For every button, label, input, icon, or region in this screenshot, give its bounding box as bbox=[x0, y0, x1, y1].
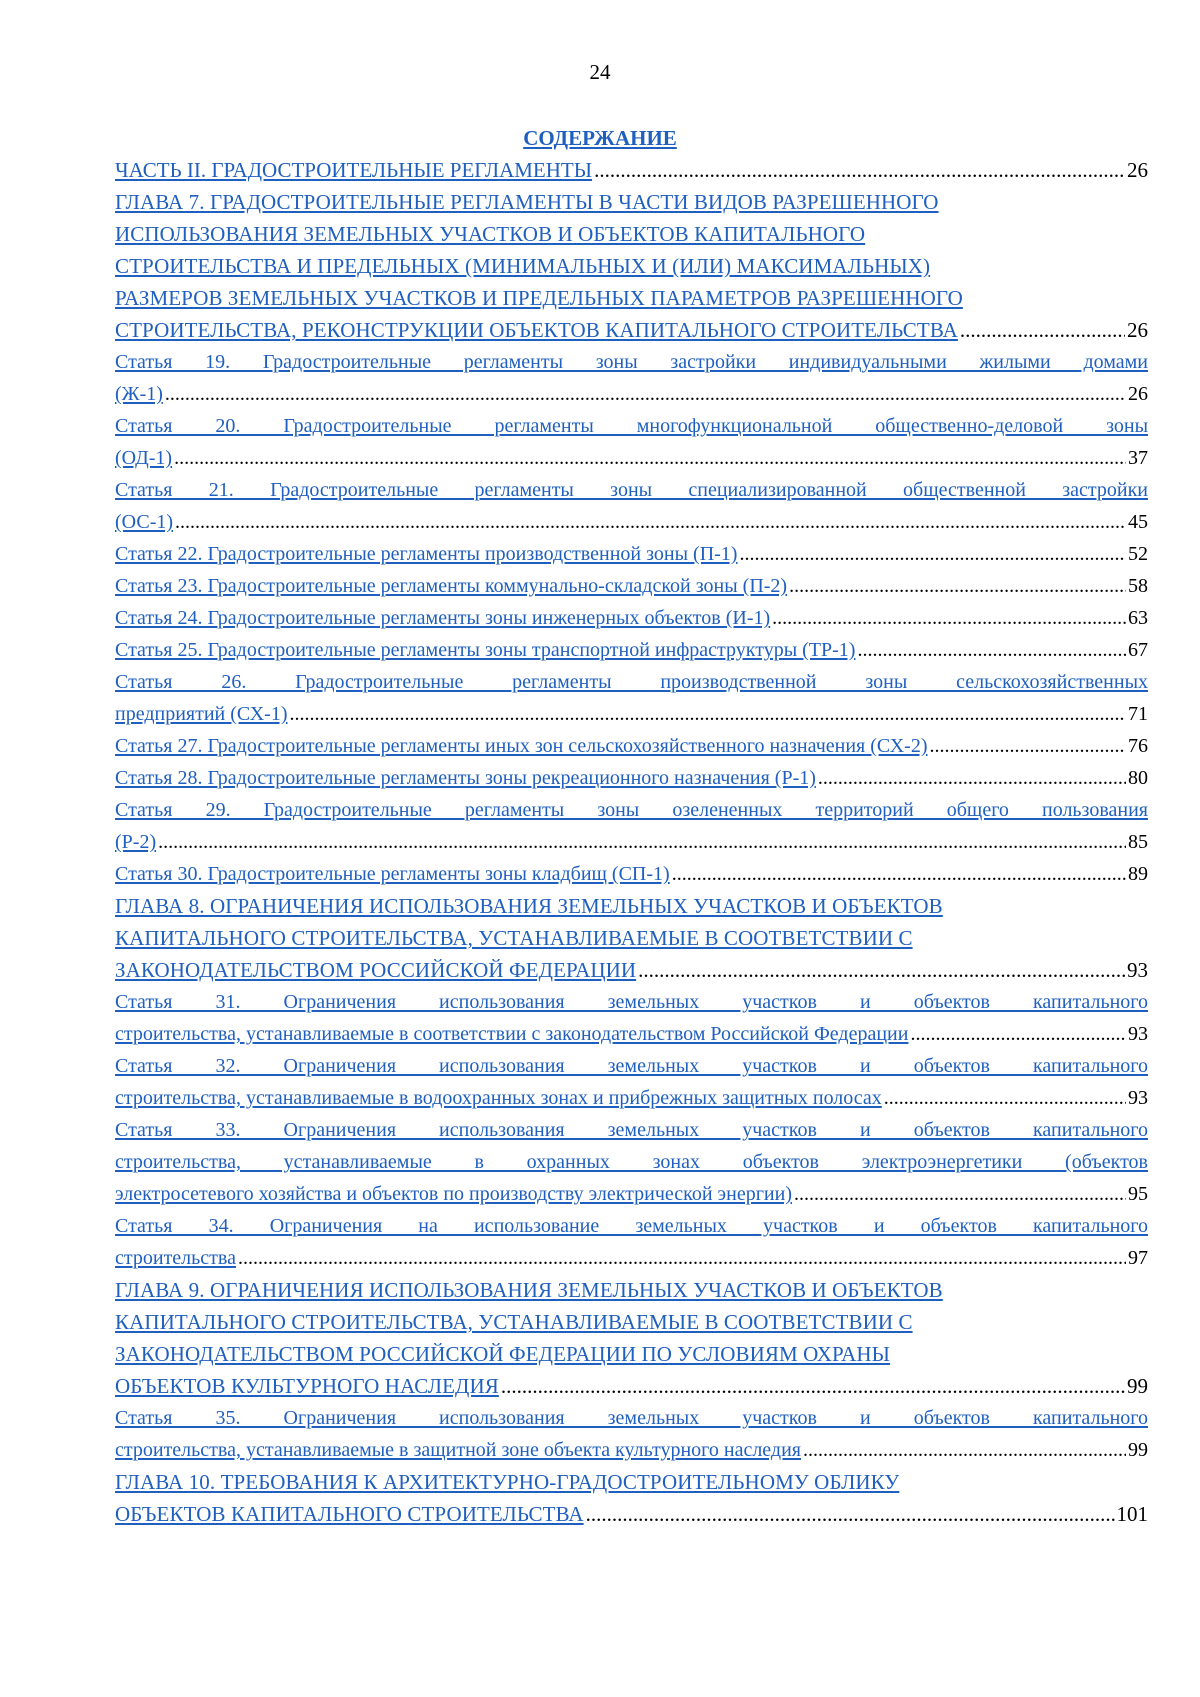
toc-title-link[interactable]: СОДЕРЖАНИЕ bbox=[523, 126, 677, 150]
toc-entry-last-line[interactable] bbox=[115, 954, 1148, 986]
toc-entry-line[interactable] bbox=[115, 1306, 1148, 1338]
page-number: 24 bbox=[589, 60, 611, 84]
toc-entry-line[interactable] bbox=[115, 1402, 1148, 1434]
toc-entry-last-line[interactable] bbox=[115, 314, 1148, 346]
dot-leader bbox=[794, 1178, 1126, 1210]
toc-page-number: 37 bbox=[1128, 447, 1148, 469]
toc-entry-last-line[interactable] bbox=[115, 1242, 1148, 1274]
dot-leader bbox=[789, 570, 1126, 602]
toc-entry-link[interactable]: Статья 34. Ограничения на использование земельных участков и объектов капитального bbox=[115, 1215, 1148, 1237]
toc-page-number: 99 bbox=[1127, 1374, 1148, 1398]
toc-entry-line[interactable] bbox=[115, 922, 1148, 954]
toc-entry-link[interactable]: ОБЪЕКТОВ КАПИТАЛЬНОГО СТРОИТЕЛЬСТВА bbox=[115, 1502, 584, 1526]
toc-entry-link[interactable]: ГЛАВА 8. ОГРАНИЧЕНИЯ ИСПОЛЬЗОВАНИЯ ЗЕМЕЛЬНЫХ УЧАСТКОВ И ОБЪЕКТОВ bbox=[115, 894, 943, 918]
toc-entry[interactable] bbox=[115, 1114, 1148, 1210]
dot-leader bbox=[501, 1370, 1125, 1402]
toc-entry-line[interactable] bbox=[115, 1466, 1148, 1498]
toc-entry-line[interactable] bbox=[115, 410, 1148, 442]
toc-entry[interactable] bbox=[115, 410, 1148, 474]
toc-page-number: 45 bbox=[1128, 511, 1148, 533]
toc-entry-last-line[interactable] bbox=[115, 506, 1148, 538]
toc-entry-link[interactable]: ЗАКОНОДАТЕЛЬСТВОМ РОССИЙСКОЙ ФЕДЕРАЦИИ bbox=[115, 958, 637, 982]
toc-page-number: 85 bbox=[1128, 831, 1148, 853]
toc-entry-last-line[interactable] bbox=[115, 378, 1148, 410]
toc-entry-link[interactable]: ГЛАВА 7. ГРАДОСТРОИТЕЛЬНЫЕ РЕГЛАМЕНТЫ В ЧАСТИ ВИДОВ РАЗРЕШЕННОГО bbox=[115, 190, 939, 214]
toc-entry-link[interactable]: Статья 32. Ограничения использования земельных участков и объектов капитального bbox=[115, 1055, 1148, 1077]
toc-entry-link[interactable]: РАЗМЕРОВ ЗЕМЕЛЬНЫХ УЧАСТКОВ И ПРЕДЕЛЬНЫХ ПАРАМЕТРОВ РАЗРЕШЕННОГО bbox=[115, 286, 963, 310]
toc-entry-link[interactable]: Статья 29. Градостроительные регламенты зоны озелененных территорий общего пользования bbox=[115, 799, 1148, 821]
toc-entry-link[interactable]: строительства, устанавливаемые в соответствии с законодательством Российской Федерации bbox=[115, 1023, 909, 1045]
toc-entry-line[interactable] bbox=[115, 474, 1148, 506]
toc-page-number: 26 bbox=[1128, 383, 1148, 405]
toc-entry[interactable] bbox=[115, 1466, 1148, 1530]
toc-entry[interactable] bbox=[115, 346, 1148, 410]
toc-entry-link[interactable]: Статья 23. Градостроительные регламенты коммунально-складской зоны (П-2) bbox=[115, 575, 788, 597]
toc-entry-link[interactable]: Статья 25. Градостроительные регламенты зоны транспортной инфраструктуры (ТР-1) bbox=[115, 639, 856, 661]
toc-page-number: 101 bbox=[1116, 1502, 1148, 1526]
toc-entry-line[interactable] bbox=[115, 890, 1148, 922]
toc-entry[interactable] bbox=[115, 890, 1148, 986]
toc-entry-last-line[interactable] bbox=[115, 1498, 1148, 1530]
dot-leader bbox=[638, 954, 1125, 986]
toc-entry-link[interactable]: КАПИТАЛЬНОГО СТРОИТЕЛЬСТВА, УСТАНАВЛИВАЕМЫЕ В СООТВЕТСТВИИ С bbox=[115, 1310, 913, 1334]
toc-page-number: 89 bbox=[1128, 863, 1148, 885]
toc-entry-last-line[interactable] bbox=[115, 634, 1148, 666]
toc-entry-line[interactable] bbox=[115, 282, 1148, 314]
toc-entry-link[interactable]: ИСПОЛЬЗОВАНИЯ ЗЕМЕЛЬНЫХ УЧАСТКОВ И ОБЪЕКТОВ КАПИТАЛЬНОГО bbox=[115, 222, 866, 246]
dot-leader bbox=[586, 1498, 1115, 1530]
toc-entry-link[interactable]: СТРОИТЕЛЬСТВА, РЕКОНСТРУКЦИИ ОБЪЕКТОВ КАПИТАЛЬНОГО СТРОИТЕЛЬСТВА bbox=[115, 318, 958, 342]
toc-entry-last-line[interactable] bbox=[115, 442, 1148, 474]
toc-entry-link[interactable]: СТРОИТЕЛЬСТВА И ПРЕДЕЛЬНЫХ (МИНИМАЛЬНЫХ И (ИЛИ) МАКСИМАЛЬНЫХ) bbox=[115, 254, 931, 278]
toc-page-number: 58 bbox=[1128, 575, 1148, 597]
toc-page-number: 93 bbox=[1128, 1087, 1148, 1109]
dot-leader bbox=[238, 1242, 1126, 1274]
toc-entry-link[interactable]: ГЛАВА 9. ОГРАНИЧЕНИЯ ИСПОЛЬЗОВАНИЯ ЗЕМЕЛЬНЫХ УЧАСТКОВ И ОБЪЕКТОВ bbox=[115, 1278, 943, 1302]
toc-entry-line[interactable] bbox=[115, 1210, 1148, 1242]
toc-page-number: 80 bbox=[1128, 767, 1148, 789]
toc-entry-line[interactable] bbox=[115, 1338, 1148, 1370]
dot-leader bbox=[594, 154, 1125, 186]
toc-page-number: 76 bbox=[1128, 735, 1148, 757]
toc-entry-link[interactable]: ГЛАВА 10. ТРЕБОВАНИЯ К АРХИТЕКТУРНО-ГРАДОСТРОИТЕЛЬНОМУ ОБЛИКУ bbox=[115, 1470, 900, 1494]
toc-entry-last-line[interactable] bbox=[115, 762, 1148, 794]
toc-entry-link[interactable]: Статья 24. Градостроительные регламенты зоны инженерных объектов (И-1) bbox=[115, 607, 771, 629]
dot-leader bbox=[772, 602, 1126, 634]
toc-entry-line[interactable] bbox=[115, 666, 1148, 698]
toc-entry-line[interactable] bbox=[115, 186, 1148, 218]
dot-leader bbox=[884, 1082, 1126, 1114]
toc-entry-link[interactable]: строительства, устанавливаемые в водоохранных зонах и прибрежных защитных полосах bbox=[115, 1087, 882, 1109]
toc-page-number: 93 bbox=[1127, 958, 1148, 982]
toc-entry[interactable] bbox=[115, 762, 1148, 794]
toc-entry-link[interactable]: Статья 22. Градостроительные регламенты производственной зоны (П-1) bbox=[115, 543, 738, 565]
table-of-contents bbox=[115, 154, 1148, 1530]
toc-entry[interactable] bbox=[115, 154, 1148, 186]
toc-entry[interactable] bbox=[115, 474, 1148, 538]
toc-page-number: 67 bbox=[1128, 639, 1148, 661]
toc-page-number: 71 bbox=[1128, 703, 1148, 725]
toc-entry-last-line[interactable] bbox=[115, 602, 1148, 634]
toc-entry-line[interactable] bbox=[115, 346, 1148, 378]
toc-entry-last-line[interactable] bbox=[115, 730, 1148, 762]
toc-entry-line[interactable] bbox=[115, 1274, 1148, 1306]
dot-leader bbox=[175, 506, 1126, 538]
toc-entry[interactable] bbox=[115, 1210, 1148, 1274]
dot-leader bbox=[803, 1434, 1126, 1466]
toc-entry-line[interactable] bbox=[115, 250, 1148, 282]
toc-entry-link[interactable]: строительства bbox=[115, 1247, 236, 1269]
toc-entry-line[interactable] bbox=[115, 218, 1148, 250]
toc-page-number: 63 bbox=[1128, 607, 1148, 629]
toc-entry-last-line[interactable] bbox=[115, 154, 1148, 186]
toc-entry[interactable] bbox=[115, 186, 1148, 346]
toc-entry-link[interactable]: Статья 35. Ограничения использования земельных участков и объектов капитального bbox=[115, 1407, 1148, 1429]
toc-entry-link[interactable]: Статья 26. Градостроительные регламенты производственной зоны сельскохозяйственных bbox=[115, 671, 1148, 693]
toc-entry-last-line[interactable] bbox=[115, 538, 1148, 570]
dot-leader bbox=[158, 826, 1126, 858]
toc-entry[interactable] bbox=[115, 794, 1148, 858]
toc-entry[interactable] bbox=[115, 538, 1148, 570]
toc-entry-last-line[interactable] bbox=[115, 570, 1148, 602]
toc-entry-link[interactable]: КАПИТАЛЬНОГО СТРОИТЕЛЬСТВА, УСТАНАВЛИВАЕМЫЕ В СООТВЕТСТВИИ С bbox=[115, 926, 913, 950]
toc-entry-link[interactable]: строительства, устанавливаемые в защитной зоне объекта культурного наследия bbox=[115, 1439, 801, 1461]
dot-leader bbox=[930, 730, 1127, 762]
toc-entry-link[interactable]: Статья 27. Градостроительные регламенты иных зон сельскохозяйственного назначения (СХ-2) bbox=[115, 735, 928, 757]
toc-entry-link[interactable]: предприятий (СХ-1) bbox=[115, 703, 288, 725]
toc-entry-last-line[interactable] bbox=[115, 826, 1148, 858]
toc-entry-line[interactable] bbox=[115, 1114, 1148, 1146]
toc-entry[interactable] bbox=[115, 1274, 1148, 1402]
toc-title[interactable] bbox=[0, 124, 1200, 152]
toc-entry-link[interactable]: Статья 21. Градостроительные регламенты зоны специализированной общественной застройки bbox=[115, 479, 1148, 501]
toc-page-number: 97 bbox=[1128, 1247, 1148, 1269]
dot-leader bbox=[739, 538, 1126, 570]
toc-entry-link[interactable]: (Р-2) bbox=[115, 831, 157, 853]
toc-entry-link[interactable]: ЗАКОНОДАТЕЛЬСТВОМ РОССИЙСКОЙ ФЕДЕРАЦИИ ПО УСЛОВИЯМ ОХРАНЫ bbox=[115, 1342, 891, 1366]
toc-entry-last-line[interactable] bbox=[115, 698, 1148, 730]
toc-entry-line[interactable] bbox=[115, 1146, 1148, 1178]
toc-entry-line[interactable] bbox=[115, 986, 1148, 1018]
toc-page-number: 26 bbox=[1127, 158, 1148, 182]
toc-entry-link[interactable]: Статья 33. Ограничения использования земельных участков и объектов капитального bbox=[115, 1119, 1148, 1141]
toc-entry[interactable] bbox=[115, 634, 1148, 666]
toc-entry-link[interactable]: Статья 20. Градостроительные регламенты многофункциональной общественно-деловой зоны bbox=[115, 415, 1148, 437]
toc-entry-link[interactable]: строительства, устанавливаемые в охранных зонах объектов электроэнергетики (объектов bbox=[115, 1151, 1148, 1173]
dot-leader bbox=[174, 442, 1126, 474]
toc-entry-line[interactable] bbox=[115, 1050, 1148, 1082]
toc-entry-link[interactable]: ЧАСТЬ II. ГРАДОСТРОИТЕЛЬНЫЕ РЕГЛАМЕНТЫ bbox=[115, 158, 593, 182]
toc-entry-link[interactable]: Статья 19. Градостроительные регламенты зоны застройки индивидуальными жилыми домами bbox=[115, 351, 1148, 373]
toc-page-number: 95 bbox=[1128, 1183, 1148, 1205]
toc-entry[interactable] bbox=[115, 858, 1148, 890]
dot-leader bbox=[910, 1018, 1126, 1050]
dot-leader bbox=[672, 858, 1126, 890]
dot-leader bbox=[857, 634, 1126, 666]
toc-entry-last-line[interactable] bbox=[115, 1178, 1148, 1210]
toc-entry-line[interactable] bbox=[115, 794, 1148, 826]
toc-entry-link[interactable]: Статья 28. Градостроительные регламенты зоны рекреационного назначения (Р-1) bbox=[115, 767, 816, 789]
toc-entry-link[interactable]: Статья 30. Градостроительные регламенты зоны кладбищ (СП-1) bbox=[115, 863, 670, 885]
toc-entry[interactable] bbox=[115, 666, 1148, 730]
toc-entry-link[interactable]: ОБЪЕКТОВ КУЛЬТУРНОГО НАСЛЕДИЯ bbox=[115, 1374, 499, 1398]
dot-leader bbox=[960, 314, 1125, 346]
toc-entry-link[interactable]: Статья 31. Ограничения использования земельных участков и объектов капитального bbox=[115, 991, 1148, 1013]
toc-entry-last-line[interactable] bbox=[115, 1018, 1148, 1050]
toc-page-number: 52 bbox=[1128, 543, 1148, 565]
toc-entry[interactable] bbox=[115, 570, 1148, 602]
toc-page-number: 99 bbox=[1128, 1439, 1148, 1461]
toc-entry[interactable] bbox=[115, 602, 1148, 634]
dot-leader bbox=[165, 378, 1126, 410]
toc-page-number: 93 bbox=[1128, 1023, 1148, 1045]
toc-entry-last-line[interactable] bbox=[115, 1370, 1148, 1402]
toc-entry-link[interactable]: электросетевого хозяйства и объектов по производству электрической энергии) bbox=[115, 1183, 792, 1205]
toc-entry[interactable] bbox=[115, 1402, 1148, 1466]
toc-entry-last-line[interactable] bbox=[115, 1082, 1148, 1114]
toc-entry[interactable] bbox=[115, 1050, 1148, 1114]
toc-page-number: 26 bbox=[1127, 318, 1148, 342]
dot-leader bbox=[818, 762, 1126, 794]
toc-entry-last-line[interactable] bbox=[115, 858, 1148, 890]
toc-entry[interactable] bbox=[115, 986, 1148, 1050]
toc-entry-link[interactable]: (ОД-1) bbox=[115, 447, 173, 469]
toc-entry-link[interactable]: (Ж-1) bbox=[115, 383, 163, 405]
toc-entry[interactable] bbox=[115, 730, 1148, 762]
toc-entry-last-line[interactable] bbox=[115, 1434, 1148, 1466]
dot-leader bbox=[290, 698, 1127, 730]
toc-entry-link[interactable]: (ОС-1) bbox=[115, 511, 174, 533]
